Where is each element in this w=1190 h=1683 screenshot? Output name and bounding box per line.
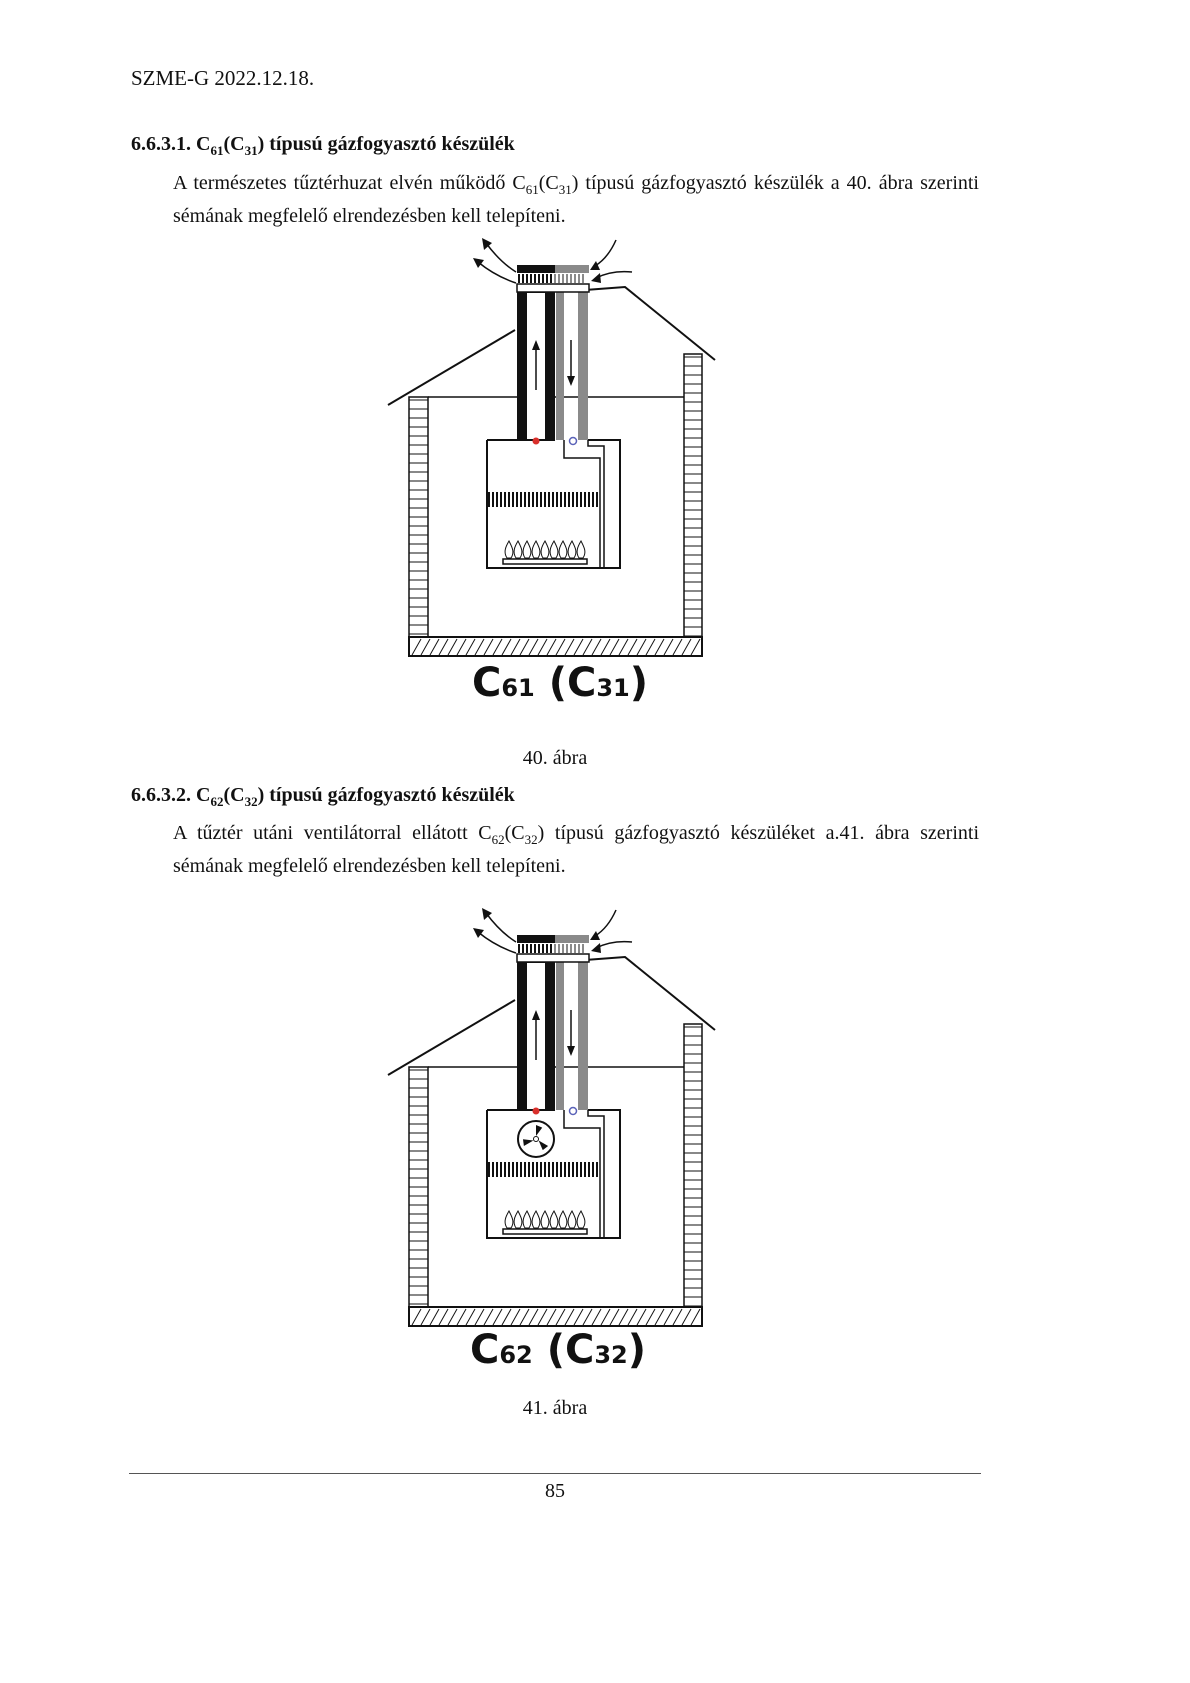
roof-line-left — [388, 1000, 515, 1075]
figure-41-caption: 41. ábra — [522, 1397, 588, 1419]
flue-wall-left — [519, 292, 527, 440]
exhaust-arrow-1 — [486, 913, 516, 942]
terminal-cap-flue — [517, 935, 555, 943]
installation-diagram-c62 — [388, 908, 715, 1326]
footer-divider — [129, 1473, 981, 1474]
exhaust-arrow-2 — [478, 932, 516, 953]
appliance-body — [487, 440, 620, 568]
intake-arrow-2 — [596, 272, 632, 278]
air-path — [564, 440, 600, 568]
figure-40-caption: 40. ábra — [522, 747, 588, 769]
terminal-base — [517, 954, 589, 962]
section-number: 6.6.3.1. — [131, 133, 191, 155]
air-wall-left — [556, 292, 564, 440]
flue-wall-left — [519, 962, 527, 1110]
air-sensor-dot — [570, 438, 577, 445]
intake-arrow-1 — [595, 240, 616, 266]
roof-line-left — [388, 330, 515, 405]
down-arrow-head — [567, 1046, 575, 1056]
section-heading-6-6-3-1 — [131, 133, 515, 159]
brick-wall-left — [409, 1067, 428, 1322]
document-header: SZME-G 2022.12.18. — [131, 66, 315, 90]
air-wall-right — [578, 292, 588, 440]
terminal-cap-air — [555, 265, 589, 273]
section-paragraph: A tűztér utáni ventilátorral ellátott $C_{62}(C_{32})$ típusú gázfogyasztó készüléket a.41. ábra szerinti sémának megfelelő elrendezésben kell telepíteni. — [173, 822, 979, 877]
floor-slab — [409, 1307, 702, 1326]
up-arrow-head — [532, 340, 540, 350]
air-wall-right — [578, 962, 588, 1110]
figure-40-label: C61 (C31) — [472, 660, 649, 706]
exhaust-arrow-2 — [478, 262, 516, 283]
down-arrow-head — [567, 376, 575, 386]
flue-sensor-dot — [533, 1108, 540, 1115]
up-arrow-head — [532, 1010, 540, 1020]
burner-bar — [503, 559, 587, 564]
flue-wall-right — [545, 962, 554, 1110]
section-number: 6.6.3.2. — [131, 784, 191, 806]
air-sensor-dot — [570, 1108, 577, 1115]
floor-slab — [409, 637, 702, 656]
intake-arrow-2 — [596, 942, 632, 948]
brick-wall-left — [409, 397, 428, 652]
fan-icon — [518, 1121, 554, 1157]
intake-arrow-1 — [595, 910, 616, 936]
figure-41-label: C62 (C32) — [470, 1327, 647, 1373]
air-path — [564, 1110, 600, 1238]
terminal-base — [517, 284, 589, 292]
burner-bar — [503, 1229, 587, 1234]
flue-sensor-dot — [533, 438, 540, 445]
exhaust-arrow-1 — [486, 243, 516, 272]
terminal-cap-air — [555, 935, 589, 943]
installation-diagram-c61 — [388, 238, 715, 656]
roof-line-right — [585, 287, 715, 360]
section-paragraph: A természetes tűztérhuzat elvén működő $C_{61}(C_{31})$ típusú gázfogyasztó készülék a 40. ábra szerinti sémának megfelelő elrendezésben kell telepíteni. — [173, 172, 979, 227]
section-heading-6-6-3-2 — [131, 784, 515, 810]
flue-wall-right — [545, 292, 554, 440]
air-wall-left — [556, 962, 564, 1110]
heading-text: $C_{61}(C_{31})$ típusú gázfogyasztó készülék — [196, 133, 515, 158]
page-number: 85 — [545, 1480, 565, 1502]
flue-duct — [518, 962, 554, 1110]
flue-duct — [518, 292, 554, 440]
terminal-cap-flue — [517, 265, 555, 273]
brick-wall-right — [684, 1024, 702, 1322]
heading-text: $C_{62}(C_{32})$ típusú gázfogyasztó készülék — [196, 784, 515, 809]
brick-wall-right — [684, 354, 702, 652]
appliance-body — [487, 1110, 620, 1238]
burner-flames — [505, 541, 585, 558]
burner-flames — [505, 1211, 585, 1228]
roof-line-right — [585, 957, 715, 1030]
